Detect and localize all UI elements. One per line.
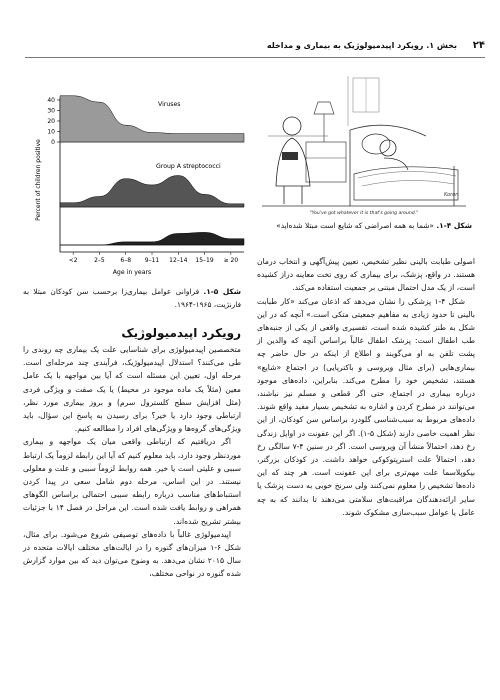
x-tick-label: ≥ 20 xyxy=(223,257,239,264)
running-head: بخش ۱. رویکرد اپیدمیولوژیک به بیماری و مداخله xyxy=(266,41,457,50)
pharyngitis-chart xyxy=(18,80,248,285)
series-area-1 xyxy=(60,96,244,142)
x-tick-label: 6–8 xyxy=(120,257,132,264)
x-tick-label: 15–19 xyxy=(195,257,214,264)
section-title: رویکرد اپیدمیولوژیک xyxy=(121,326,241,340)
chart-svg xyxy=(18,80,248,285)
series-label: Mycoplasma pneumoniae xyxy=(158,224,238,231)
figure-5-caption xyxy=(23,286,241,311)
x-tick-label: 2–5 xyxy=(94,257,105,264)
series-label: Viruses xyxy=(158,101,181,108)
y-tick-label: 10 xyxy=(47,128,55,136)
y-tick-label: 30 xyxy=(47,107,55,115)
figure-4-text: «شما به همه اصراضی که شایع است مبتلا شده‌اید» xyxy=(276,221,434,230)
figure-4-caption xyxy=(258,220,472,233)
cartoon-caption-line: "You've got whatever it is that's going around." xyxy=(309,211,419,216)
page-header xyxy=(25,40,485,56)
page-number: ۲۴ xyxy=(472,40,485,51)
cartoon-drawing xyxy=(258,66,470,216)
x-tick-label: 9–11 xyxy=(144,257,160,264)
series-area-3 xyxy=(60,232,244,245)
header-rule xyxy=(25,57,485,58)
series-area-2 xyxy=(60,176,244,208)
left-paragraph-1: متخصصین اپیدمیولوژی برای شناسایی علت یک بیماری چه روندی را طی می‌کنند؟ استدلال اپیدمیولوژیک، فرآیندی چند مرحله‌ای است. مرحله اول، تعیین این مسئله است که آیا بین مواجهه با یک عامل معین (مثلاً یک ماده موجود در محیط) یا یک صفت و ویژگی فردی (مثل افزایش سطح کلسترول سرم) و بروز بیماری مورد نظر، ارتباطی وجود دارد یا خیر؟ برای رسیدن به پاسخ این سؤال، باید ویژگی‌های گروه‌ها و ویژگی‌های افراد را مطالعه کنیم. xyxy=(23,345,241,434)
left-paragraph-3: اپیدمیولوژی غالباً با داده‌های توصیفی شروع می‌شود. برای مثال، شکل ۶-۱ میزان‌های گنوره را در ایالت‌های مختلف ایالات متحده در سال ۲۰۱۵ نشان می‌دهد. به وضوح می‌توان دید که بین موارد گزارش شده گنوره در نواحی مختلف، xyxy=(23,529,242,579)
figure-5-text: فراوانی عوامل بیماری‌زا برحسب سن کودکان مبتلا به فارنژیت، ۱۹۶۵-۱۹۶۴. xyxy=(23,287,241,309)
y-tick-label: 0 xyxy=(51,139,55,146)
cartoon-figure xyxy=(258,66,470,216)
y-tick-label: 20 xyxy=(47,118,55,125)
right-paragraph-2: شکل ۴-۱ پزشکی را نشان می‌دهد که اذعان می‌کند «کار طبابت بالینی تا حدود زیادی به مفاهیم جمعیتی متکی است.» آنچه که در این شکل به طنز کشیده شده است، تفسیری واقعی از یکی از جنبه‌های طب اطفال است: پزشک اطفال غالباً براساس آنچه که والدین از پشت تلفن به او می‌گویند و اطلاع از اینکه در حال حاضر چه بیماری‌هایی (برای مثال ویروسی و باکتریایی) در اجتماع «شایع» هستند، تشخیص خود را مطرح می‌کند. بنابراین، داده‌های موجود درباره بیماری در اجتماع، حتی اگر قطعی و مسلم نیز نباشند، می‌توانند در مطرح کردن و اشاره به تشخیص بسیار مفید واقع شوند. داده‌های مربوط به سبب‌شناسی گلودرد براساس سن کودکان، از این نظر اهمیت خاصی دارند (شکل ۵-۱). اگر این عفونت در اوایل زندگی رخ دهد، احتمالاً منشأ آن ویروسی است. اگر در سنین ۴-۷ سالگی رخ دهد، احتمالاً علت استرپتوکوکی خواهد داشت. در کودکان بزرگتر، بیکوپلاسما علت مهم‌تری برای این عفونت است. هر چند که این داده‌ها تشخیص را معلوم نمی‌کنند ولی سرنخ خوبی به دست پزشک یا سایر ارائه‌دهندگان مراقبت‌های سلامتی می‌دهند تا بدانند که به چه عامل یا عوامل سبب‌سازی مشکوک شوند. xyxy=(257,296,476,517)
figure-4-label: شکل ۴-۱. xyxy=(436,221,472,230)
y-tick-label: 40 xyxy=(47,97,55,104)
figure-5-label: شکل ۵-۱. xyxy=(203,287,241,296)
series-label: Group A streptococci xyxy=(156,163,221,170)
left-paragraph-2: اگر دریافتیم که ارتباطی واقعی میان یک مواجهه و بیماری موردنظر وجود دارد، باید معلوم کنیم که آیا این رابطه لزوماً یک ارتباط سببی و علیتی است یا خیر. همه روابط لزوماً سببی و علت و معلولی نیستند. در این اساس، مرحله دوم شامل سعی در پیدا کردن استنباط‌های مناسب درباره رابطه سببی احتمالی براساس الگوهای همراهی و روابط یافت شده است. این مراحل در فصل ۱۴ با جزئیات بیشتر تشریح شده‌اند. xyxy=(23,437,241,526)
left-column xyxy=(23,326,241,581)
y-axis-label: Percent of children positive xyxy=(35,139,42,221)
right-column xyxy=(257,255,475,519)
right-paragraph-1: اصولی طبابت بالینی نظیر تشخیص، تعیین پیش‌آگهی و انتخاب درمان هستند. در واقع، پزشک، برای بیماری که روی تخت معاینه دراز کشیده است، از یک مدل احتمال مبتنی بر جمعیت استفاده می‌کند. xyxy=(257,257,475,293)
x-axis-label: Age in years xyxy=(112,269,152,276)
x-tick-label: <2 xyxy=(68,257,78,264)
x-tick-label: 12–14 xyxy=(169,257,188,264)
cartoon-signature: Koren xyxy=(444,192,459,198)
